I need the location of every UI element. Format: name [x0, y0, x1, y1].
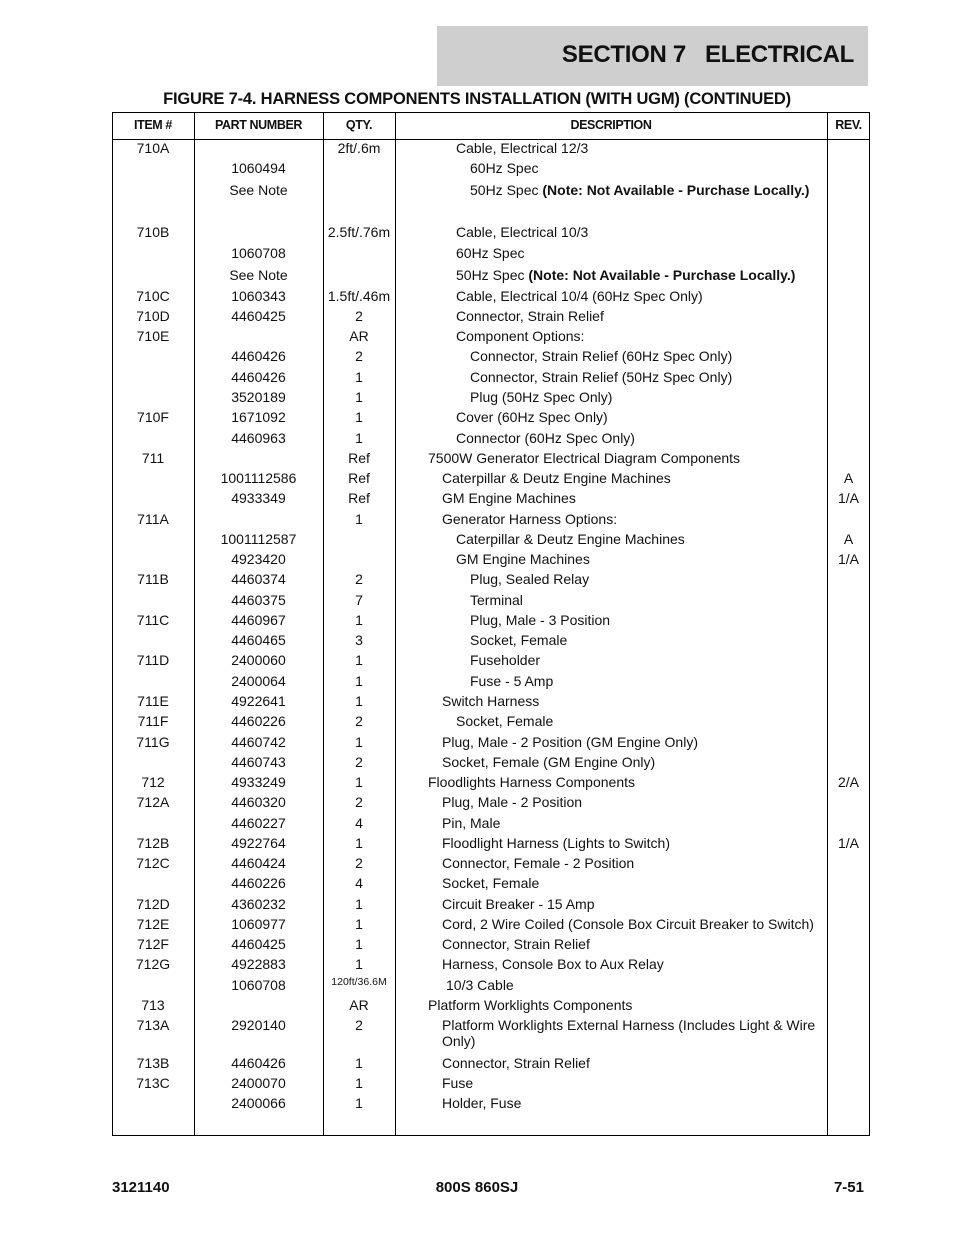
revision-cell: 1/A — [837, 551, 859, 567]
item-number-cell: 710D — [136, 308, 170, 324]
item-number-cell: 711A — [137, 511, 169, 527]
quantity-cell: 1 — [355, 409, 363, 425]
revision-cell: A — [843, 470, 854, 486]
part-number-cell: 4933349 — [231, 490, 286, 506]
part-number-cell: 1060494 — [231, 160, 286, 176]
part-number-cell: 4460424 — [231, 855, 286, 871]
item-number-cell: 711F — [137, 713, 169, 729]
description-text: Platform Worklights External Harness (Includes Light & Wire Only) — [442, 1017, 816, 1049]
description-cell — [456, 288, 824, 304]
description-cell — [442, 734, 824, 750]
header-description: DESCRIPTION — [570, 118, 652, 132]
description-text: Connector, Strain Relief — [442, 936, 590, 952]
part-number-cell: 2400066 — [231, 1095, 286, 1111]
quantity-cell: Ref — [348, 470, 370, 486]
item-number-cell: 713A — [136, 1017, 170, 1033]
description-cell — [470, 673, 824, 689]
part-number-cell: 3520189 — [231, 389, 286, 405]
quantity-cell: 1 — [355, 916, 363, 932]
description-cell — [442, 1055, 824, 1071]
description-cell — [456, 713, 824, 729]
quantity-cell: 7 — [355, 592, 363, 608]
part-number-cell: See Note — [229, 267, 288, 283]
description-text: Connector, Strain Relief — [456, 308, 604, 324]
part-number-cell: 1060343 — [231, 288, 286, 304]
description-text: Connector, Strain Relief — [442, 1055, 590, 1071]
part-number-cell: 4460320 — [231, 794, 286, 810]
item-number-cell: 710B — [136, 224, 170, 240]
item-number-cell: 711G — [136, 734, 170, 750]
description-text: Pin, Male — [442, 815, 501, 831]
part-number-cell: 1060708 — [231, 977, 286, 993]
part-number-cell: 4460426 — [231, 348, 286, 364]
part-number-cell: 1001112586 — [220, 470, 297, 486]
part-number-cell: 2920140 — [231, 1017, 286, 1033]
quantity-cell: 2 — [355, 308, 363, 324]
description-cell — [456, 328, 824, 344]
quantity-cell: 1.5ft/.46m — [327, 288, 391, 304]
description-cell — [456, 308, 824, 324]
quantity-cell: 2 — [355, 754, 363, 770]
description-cell — [442, 1075, 824, 1091]
item-number-cell: 712G — [135, 956, 171, 972]
description-cell — [470, 348, 824, 364]
item-number-cell: 711C — [136, 612, 170, 628]
part-number-cell: 1060977 — [231, 916, 286, 932]
description-cell — [442, 794, 824, 810]
description-text: Connector, Female - 2 Position — [442, 855, 635, 871]
quantity-cell: 1 — [355, 430, 363, 446]
description-text: Floodlight Harness (Lights to Switch) — [442, 835, 670, 851]
description-cell — [446, 977, 824, 993]
description-cell — [470, 612, 824, 628]
description-cell — [456, 224, 824, 240]
item-number-cell: 713B — [136, 1055, 170, 1071]
quantity-cell: 1 — [355, 1075, 363, 1091]
item-number-cell: 712C — [136, 855, 170, 871]
header-qty: QTY. — [345, 118, 373, 132]
description-cell — [470, 571, 824, 587]
quantity-cell: 2 — [355, 348, 363, 364]
description-cell — [442, 835, 824, 851]
item-number-cell: 710A — [136, 140, 170, 156]
item-number-cell: 710C — [136, 288, 170, 304]
revision-cell: 1/A — [837, 490, 859, 506]
parts-table — [112, 112, 870, 1136]
quantity-cell: 2 — [355, 713, 363, 729]
description-cell — [456, 409, 824, 425]
quantity-cell: 1 — [355, 511, 363, 527]
part-number-cell: 1671092 — [231, 409, 286, 425]
part-number-cell: 4460375 — [231, 592, 286, 608]
quantity-cell: 1 — [355, 774, 363, 790]
header-part-number: PART NUMBER — [214, 118, 303, 132]
description-cell — [456, 551, 824, 567]
part-number-cell: 4933249 — [231, 774, 286, 790]
description-text: 10/3 Cable — [446, 977, 514, 993]
description-note: (Note: Not Available - Purchase Locally.) — [528, 267, 796, 283]
part-number-cell: 4923420 — [231, 551, 286, 567]
description-text: Cable, Electrical 12/3 — [456, 140, 589, 156]
part-number-cell: 1001112587 — [220, 531, 297, 547]
figure-title: FIGURE 7-4. HARNESS COMPONENTS INSTALLATION (WITH UGM) (CONTINUED) — [163, 90, 791, 108]
description-cell — [442, 815, 824, 831]
column-divider — [395, 112, 396, 1136]
description-cell — [470, 389, 824, 405]
revision-cell: A — [843, 531, 854, 547]
description-cell — [470, 182, 824, 198]
description-cell — [442, 754, 824, 770]
item-number-cell: 712F — [137, 936, 169, 952]
description-cell — [442, 896, 824, 912]
description-text: Plug, Male - 2 Position — [442, 794, 583, 810]
quantity-cell: 1 — [355, 369, 363, 385]
quantity-cell: AR — [349, 997, 369, 1013]
quantity-cell: 4 — [355, 815, 363, 831]
description-cell — [456, 267, 824, 283]
part-number-cell: 4360232 — [231, 896, 286, 912]
part-number-cell: 4922641 — [231, 693, 286, 709]
quantity-cell: AR — [349, 328, 369, 344]
item-number-cell: 713 — [141, 997, 165, 1013]
item-number-cell: 712A — [136, 794, 170, 810]
description-cell — [470, 592, 824, 608]
part-number-cell: 4460374 — [231, 571, 286, 587]
header-rev: REV. — [835, 118, 862, 132]
quantity-cell: 1 — [355, 835, 363, 851]
description-text: Terminal — [470, 592, 523, 608]
item-number-cell: 713C — [136, 1075, 170, 1091]
description-cell — [428, 997, 824, 1013]
description-cell — [456, 430, 824, 446]
quantity-cell: 1 — [355, 1095, 363, 1111]
quantity-cell: 4 — [355, 875, 363, 891]
description-cell — [456, 245, 824, 261]
quantity-cell: 1 — [355, 936, 363, 952]
description-text: Connector (60Hz Spec Only) — [456, 430, 635, 446]
description-text: Circuit Breaker - 15 Amp — [442, 896, 595, 912]
description-cell — [442, 916, 824, 932]
section-title: SECTION 7 ELECTRICAL — [561, 41, 854, 68]
description-text: Cable, Electrical 10/3 — [456, 224, 589, 240]
item-number-cell: 712 — [141, 774, 165, 790]
part-number-cell: 4460465 — [231, 632, 286, 648]
description-text: Socket, Female — [456, 713, 554, 729]
part-number-cell: 2400064 — [231, 673, 286, 689]
revision-cell: 1/A — [837, 835, 859, 851]
description-cell — [470, 632, 824, 648]
description-text: 50Hz Spec — [470, 182, 543, 198]
item-number-cell: 712B — [136, 835, 170, 851]
quantity-cell: 1 — [355, 734, 363, 750]
footer-page-number: 7-51 — [833, 1179, 864, 1196]
quantity-cell: 3 — [355, 632, 363, 648]
part-number-cell: 4460426 — [231, 1055, 286, 1071]
part-number-cell: 4460963 — [231, 430, 286, 446]
description-text: GM Engine Machines — [442, 490, 576, 506]
header-item: ITEM # — [134, 118, 172, 132]
description-text: 60Hz Spec — [470, 160, 539, 176]
item-number-cell: 712D — [136, 896, 170, 912]
description-text: Socket, Female — [442, 875, 540, 891]
part-number-cell: 2400060 — [231, 652, 286, 668]
description-text: Component Options: — [456, 328, 585, 344]
quantity-cell: 1 — [355, 693, 363, 709]
item-number-cell: 711 — [141, 450, 165, 466]
item-number-cell: 710F — [137, 409, 169, 425]
description-text: Floodlights Harness Components — [428, 774, 635, 790]
description-cell — [456, 140, 824, 156]
quantity-cell: 120ft/36.6M — [331, 976, 387, 988]
description-cell — [442, 1017, 824, 1049]
description-text: Generator Harness Options: — [442, 511, 618, 527]
description-cell — [428, 774, 824, 790]
description-text: Holder, Fuse — [442, 1095, 522, 1111]
part-number-cell: 4460743 — [231, 754, 286, 770]
item-number-cell: 711B — [137, 571, 169, 587]
part-number-cell: 1060708 — [231, 245, 286, 261]
part-number-cell: 4922883 — [231, 956, 286, 972]
part-number-cell: 4460967 — [231, 612, 286, 628]
description-text: Fuse - 5 Amp — [470, 673, 554, 689]
quantity-cell: Ref — [348, 450, 370, 466]
quantity-cell: 2.5ft/.76m — [327, 224, 391, 240]
description-cell — [428, 450, 824, 466]
quantity-cell: 1 — [355, 389, 363, 405]
description-cell — [442, 490, 824, 506]
quantity-cell: 1 — [355, 1055, 363, 1071]
item-number-cell: 712E — [136, 916, 170, 932]
part-number-cell: 4460426 — [231, 369, 286, 385]
quantity-cell: Ref — [348, 490, 370, 506]
description-text: Socket, Female (GM Engine Only) — [442, 754, 656, 770]
description-text: Fuse — [442, 1075, 474, 1091]
revision-cell: 2/A — [837, 774, 859, 790]
description-text: Harness, Console Box to Aux Relay — [442, 956, 664, 972]
item-number-cell: 710E — [136, 328, 170, 344]
description-text: Cord, 2 Wire Coiled (Console Box Circuit Breaker to Switch) — [442, 916, 814, 932]
description-cell — [470, 160, 824, 176]
quantity-cell: 1 — [355, 673, 363, 689]
part-number-cell: 4460227 — [231, 815, 286, 831]
part-number-cell: 4460425 — [231, 936, 286, 952]
description-cell — [442, 875, 824, 891]
description-cell — [470, 369, 824, 385]
description-text: Connector, Strain Relief (50Hz Spec Only) — [470, 369, 733, 385]
part-number-cell: 4460226 — [231, 875, 286, 891]
description-text: Switch Harness — [442, 693, 540, 709]
part-number-cell: 2400070 — [231, 1075, 286, 1091]
description-cell — [456, 531, 824, 547]
description-cell — [442, 1095, 824, 1111]
description-text: Socket, Female — [470, 632, 568, 648]
part-number-cell: 4460226 — [231, 713, 286, 729]
quantity-cell: 2 — [355, 855, 363, 871]
part-number-cell: 4460742 — [231, 734, 286, 750]
description-note: (Note: Not Available - Purchase Locally.) — [542, 182, 810, 198]
description-cell — [442, 470, 824, 486]
description-cell — [442, 855, 824, 871]
description-text: Fuseholder — [470, 652, 541, 668]
description-text: Plug, Sealed Relay — [470, 571, 590, 587]
description-text: 50Hz Spec — [456, 267, 529, 283]
description-cell — [442, 936, 824, 952]
part-number-cell: See Note — [229, 182, 288, 198]
description-cell — [442, 693, 824, 709]
description-text: Plug, Male - 2 Position (GM Engine Only) — [442, 734, 698, 750]
description-text: 7500W Generator Electrical Diagram Components — [428, 450, 741, 466]
quantity-cell: 1 — [355, 652, 363, 668]
quantity-cell: 1 — [355, 956, 363, 972]
quantity-cell: 2 — [355, 1017, 363, 1033]
part-number-cell: 4922764 — [231, 835, 286, 851]
description-text: Caterpillar & Deutz Engine Machines — [456, 531, 685, 547]
description-cell — [442, 511, 824, 527]
footer-model: 800S 860SJ — [435, 1179, 519, 1196]
description-cell — [470, 652, 824, 668]
column-divider — [827, 112, 828, 1136]
description-text: 60Hz Spec — [456, 245, 525, 261]
item-number-cell: 711D — [136, 652, 170, 668]
description-text: Plug (50Hz Spec Only) — [470, 389, 613, 405]
footer-doc-number: 3121140 — [112, 1179, 170, 1196]
description-cell — [442, 956, 824, 972]
description-text: Platform Worklights Components — [428, 997, 633, 1013]
quantity-cell: 2 — [355, 794, 363, 810]
quantity-cell: 2ft/.6m — [337, 140, 381, 156]
description-text: GM Engine Machines — [456, 551, 590, 567]
description-text: Connector, Strain Relief (60Hz Spec Only) — [470, 348, 733, 364]
description-text: Plug, Male - 3 Position — [470, 612, 611, 628]
section-header-box — [437, 26, 868, 86]
description-text: Cable, Electrical 10/4 (60Hz Spec Only) — [456, 288, 703, 304]
description-text: Cover (60Hz Spec Only) — [456, 409, 608, 425]
quantity-cell: 2 — [355, 571, 363, 587]
item-number-cell: 711E — [137, 693, 169, 709]
quantity-cell: 1 — [355, 896, 363, 912]
part-number-cell: 4460425 — [231, 308, 286, 324]
quantity-cell: 1 — [355, 612, 363, 628]
description-text: Caterpillar & Deutz Engine Machines — [442, 470, 671, 486]
